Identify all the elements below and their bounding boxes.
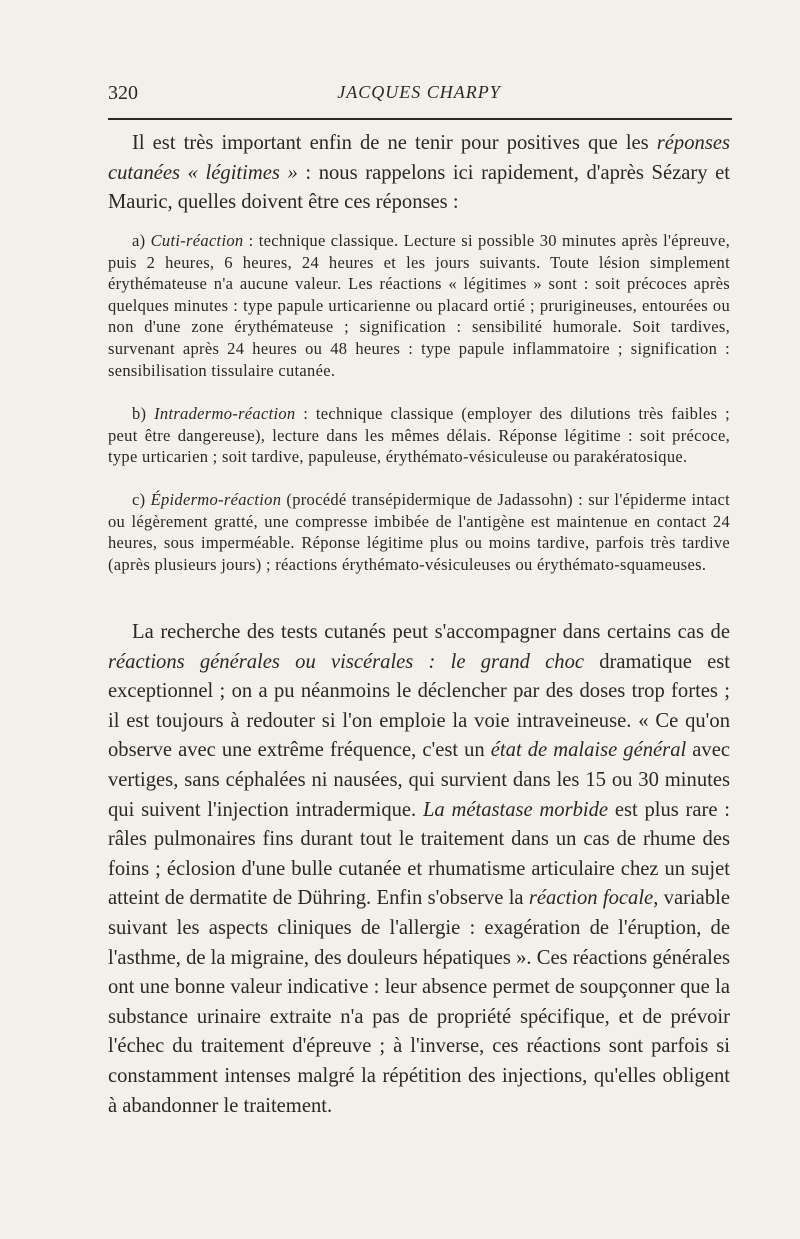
body-paragraph [108, 618, 730, 1121]
item-a-text: : technique classique. Lecture si possible 30 minutes après l'épreuve, puis 2 heures, 6 heures, 24 heures et les jours suivants. Toute lésion simplement érythémateuse n'a aucune valeur. Les réactions « légitimes » sont : soit précoces après quelques minutes : type papule urticarienne ou placard ortié ; prurigineuses, entourées ou non d'une zone érythémateuse ; signification : sensibilité humorale. Soit tardives, survenant après 24 heures ou 48 heures : type papule inflammatoire ; signification : sensibilisation tissulaire cutanée. [108, 231, 730, 380]
item-b-text: : technique classique (employer des dilutions très faibles ; peut être dangereuse), lecture dans les mêmes délais. Réponse légitime : soit précoce, type urticarien ; soit tardive, papuleuse, érythémato-vésiculeuse ou parakératosique. [108, 404, 730, 467]
item-c-paragraph [108, 489, 730, 575]
body-emphasis-2: état de malaise général [490, 739, 687, 762]
intro-text-1: Il est très important enfin de ne tenir pour positives que les [132, 132, 657, 154]
item-c-title: Épidermo-réaction [150, 490, 282, 509]
body-text-5: , variable suivant les aspects cliniques de l'allergie : exagération de l'éruption, de l'asthme, de la migraine, des douleurs hépatiques ». Ces réactions générales ont une bonne valeur indicative : leur absence permet de soupçonner que la substance urinaire extraite n'a pas de propriété spécifique, et de prévoir l'échec du traitement d'épreuve ; à l'inverse, ces réactions sont parfois si constamment intenses malgré la répétition des injections, qu'elles obligent à abandonner le traitement. [108, 887, 730, 1117]
item-c-label: c) [132, 490, 151, 509]
item-a-title: Cuti-réaction [150, 231, 244, 250]
body-text-4: est plus rare : râles pulmonaires fins durant tout le traitement dans un cas de rhume des foins ; éclosion d'une bulle cutanée et rhumatisme articulaire chez un sujet atteint de dermatite de Dühring. Enfin s'observe la [108, 798, 730, 910]
body-emphasis-1: réactions générales ou viscérales : le grand choc [108, 650, 585, 673]
item-a-paragraph [108, 230, 730, 381]
body-text-1: La recherche des tests cutanés peut s'accompagner dans certains cas de [132, 621, 730, 643]
body-emphasis-4: réaction focale [528, 887, 654, 910]
header-rule [108, 118, 732, 120]
item-b-label: b) [132, 404, 155, 423]
page-number: 320 [108, 82, 138, 104]
running-head: JACQUES CHARPY [337, 82, 501, 102]
item-b-title: Intradermo-réaction [154, 404, 296, 423]
item-c-text: (procédé transépidermique de Jadassohn) : sur l'épiderme intact ou légèrement gratté, une compresse imbibée de l'antigène est maintenue en contact 24 heures, sous imperméable. Réponse légitime plus ou moins tardive, parfois très tardive (après plusieurs jours) ; réactions érythémato-vésiculeuses ou érythémato-squameuses. [108, 490, 730, 574]
item-b-paragraph [108, 403, 730, 468]
body-emphasis-3: La métastase morbide [422, 798, 609, 821]
body-text-2: dramatique est exceptionnel ; on a pu néanmoins le déclencher par des doses trop fortes ; il est toujours à redouter si l'on emploie la voie intraveineuse. « Ce qu'on observe avec une extrême fréquence, c'est un [108, 650, 730, 762]
body-text-3: avec vertiges, sans céphalées ni nausées, qui survient dans les 15 ou 30 minutes qui suivent l'injection intradermique. [108, 739, 730, 821]
page-header [108, 82, 730, 112]
item-a-label: a) [132, 231, 151, 250]
intro-emphasis: réponses cutanées « légitimes » [108, 132, 730, 184]
intro-paragraph [108, 129, 730, 218]
intro-text-2: : nous rappelons ici rapidement, d'après Sézary et Mauric, quelles doivent être ces réponses : [108, 161, 730, 214]
